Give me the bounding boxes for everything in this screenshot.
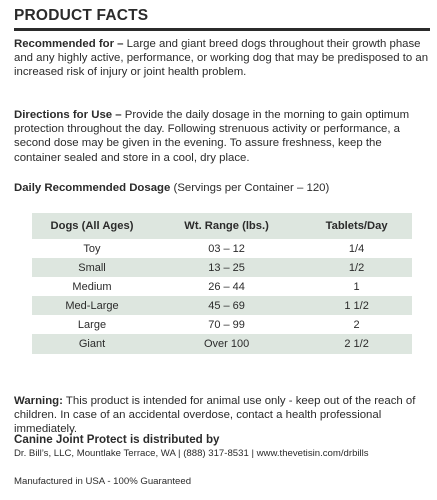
cell-tablets: 2 1/2 bbox=[344, 338, 369, 351]
column-header-tablets: Tablets/Day bbox=[325, 220, 388, 232]
cell-weight-range: 03 – 12 bbox=[208, 242, 245, 255]
warning-text: This product is intended for animal use only - keep out of the reach of children. In case of an accidental overdose, contact a health professional immediately. bbox=[14, 395, 416, 436]
warning-label: Warning: bbox=[14, 395, 63, 407]
recommended-text: Large and giant breed dogs throughout their growth phase and any highly active, performance, or working dog that may be predisposed to an increased risk of injury or joint health problem. bbox=[14, 38, 429, 79]
cell-dog-size: Toy bbox=[83, 242, 101, 255]
directions-label: Directions for Use – bbox=[14, 109, 122, 121]
recommended-paragraph bbox=[14, 37, 430, 80]
distributor-title: Canine Joint Protect is distributed by bbox=[14, 433, 220, 446]
table-row bbox=[32, 239, 412, 258]
dosage-label: Daily Recommended Dosage bbox=[14, 182, 171, 194]
table-row bbox=[32, 315, 412, 334]
dosage-table bbox=[32, 213, 412, 354]
table-row bbox=[32, 258, 412, 277]
cell-weight-range: Over 100 bbox=[203, 338, 250, 351]
cell-dog-size: Medium bbox=[72, 280, 112, 293]
cell-dog-size: Large bbox=[77, 318, 107, 331]
cell-tablets: 1/4 bbox=[348, 242, 365, 255]
table-header-row bbox=[32, 213, 412, 239]
cell-dog-size: Giant bbox=[78, 338, 106, 351]
table-row bbox=[32, 296, 412, 315]
cell-weight-range: 70 – 99 bbox=[208, 318, 245, 331]
cell-dog-size: Med-Large bbox=[65, 299, 119, 312]
cell-tablets: 1/2 bbox=[348, 261, 365, 274]
directions-paragraph bbox=[14, 108, 430, 165]
title-divider bbox=[14, 28, 430, 31]
recommended-label: Recommended for – bbox=[14, 38, 124, 50]
cell-dog-size: Small bbox=[78, 261, 106, 274]
cell-tablets: 1 1/2 bbox=[344, 299, 369, 312]
cell-weight-range: 13 – 25 bbox=[208, 261, 245, 274]
warning-paragraph bbox=[14, 394, 430, 437]
cell-weight-range: 26 – 44 bbox=[208, 280, 245, 293]
table-row bbox=[32, 334, 412, 353]
column-header-weight: Wt. Range (lbs.) bbox=[184, 220, 269, 232]
distributor-block bbox=[14, 433, 434, 460]
table-row bbox=[32, 277, 412, 296]
manufactured-note: Manufactured in USA - 100% Guaranteed bbox=[14, 476, 192, 487]
cell-weight-range: 45 – 69 bbox=[208, 299, 245, 312]
product-facts-panel bbox=[14, 0, 430, 487]
dosage-heading bbox=[14, 181, 430, 195]
dosage-servings: (Servings per Container – 120) bbox=[170, 182, 330, 194]
directions-text: Provide the daily dosage in the morning to gain optimum protection throughout the day. Following strenuous activity or performance, a second dose may be given in the evening. To assure freshness, keep the container sealed and store in a cool, dry place. bbox=[14, 109, 410, 164]
column-header-dogs: Dogs (All Ages) bbox=[50, 220, 134, 232]
cell-tablets: 1 bbox=[353, 280, 360, 293]
cell-tablets: 2 bbox=[353, 318, 360, 331]
page-title: PRODUCT FACTS bbox=[14, 7, 149, 24]
distributor-contact: Dr. Bill’s, LLC, Mountlake Terrace, WA | (888) 317-8531 | www.thevetisin.com/drbills bbox=[14, 448, 369, 459]
